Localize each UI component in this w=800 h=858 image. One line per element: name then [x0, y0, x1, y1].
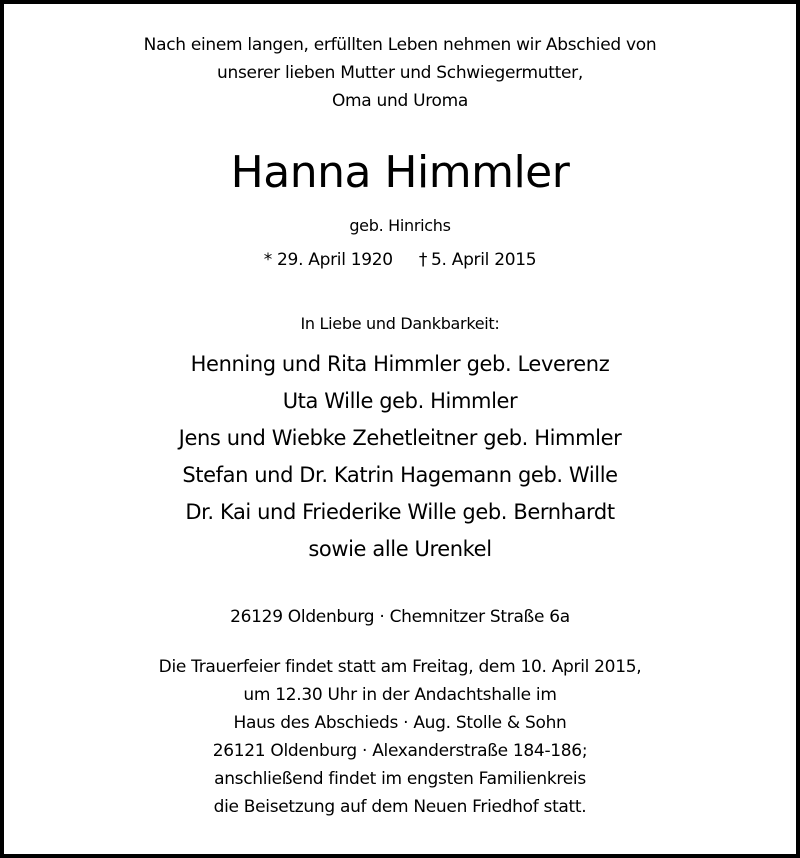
family-address: 26129 Oldenburg · Chemnitzer Straße 6a	[230, 607, 570, 627]
mourner-line: Jens und Wiebke Zehetleitner geb. Himmler	[178, 426, 622, 450]
birth-date: * 29. April 1920	[263, 250, 393, 270]
intro-line-2: unserer lieben Mutter und Schwiegermutter,	[217, 63, 583, 83]
mourner-line: Henning und Rita Himmler geb. Leverenz	[190, 352, 610, 376]
mourner-line: Uta Wille geb. Himmler	[282, 389, 518, 413]
deceased-name: Hanna Himmler	[230, 147, 570, 198]
ceremony-line: die Beisetzung auf dem Neuen Friedhof statt.	[213, 797, 587, 817]
mourner-line: sowie alle Urenkel	[308, 537, 492, 561]
ceremony-line: anschließend findet im engsten Familienkreis	[214, 769, 586, 789]
gratitude-line: In Liebe und Dankbarkeit:	[300, 314, 500, 333]
cross-icon: †	[418, 250, 428, 270]
ceremony-line: Die Trauerfeier findet statt am Freitag, dem 10. April 2015,	[158, 657, 642, 677]
ceremony-line: um 12.30 Uhr in der Andachtshalle im	[243, 685, 557, 705]
intro-line-3: Oma und Uroma	[331, 91, 469, 111]
death-date: 5. April 2015	[431, 250, 537, 270]
maiden-name: geb. Hinrichs	[349, 216, 451, 235]
life-dates	[4, 250, 796, 270]
intro-line-1: Nach einem langen, erfüllten Leben nehmen wir Abschied von	[143, 35, 657, 55]
mourner-line: Dr. Kai und Friederike Wille geb. Bernhardt	[185, 500, 615, 524]
ceremony-line: 26121 Oldenburg · Alexanderstraße 184-186;	[212, 741, 588, 761]
ceremony-line: Haus des Abschieds · Aug. Stolle & Sohn	[233, 713, 567, 733]
mourner-line: Stefan und Dr. Katrin Hagemann geb. Wille	[182, 463, 618, 487]
